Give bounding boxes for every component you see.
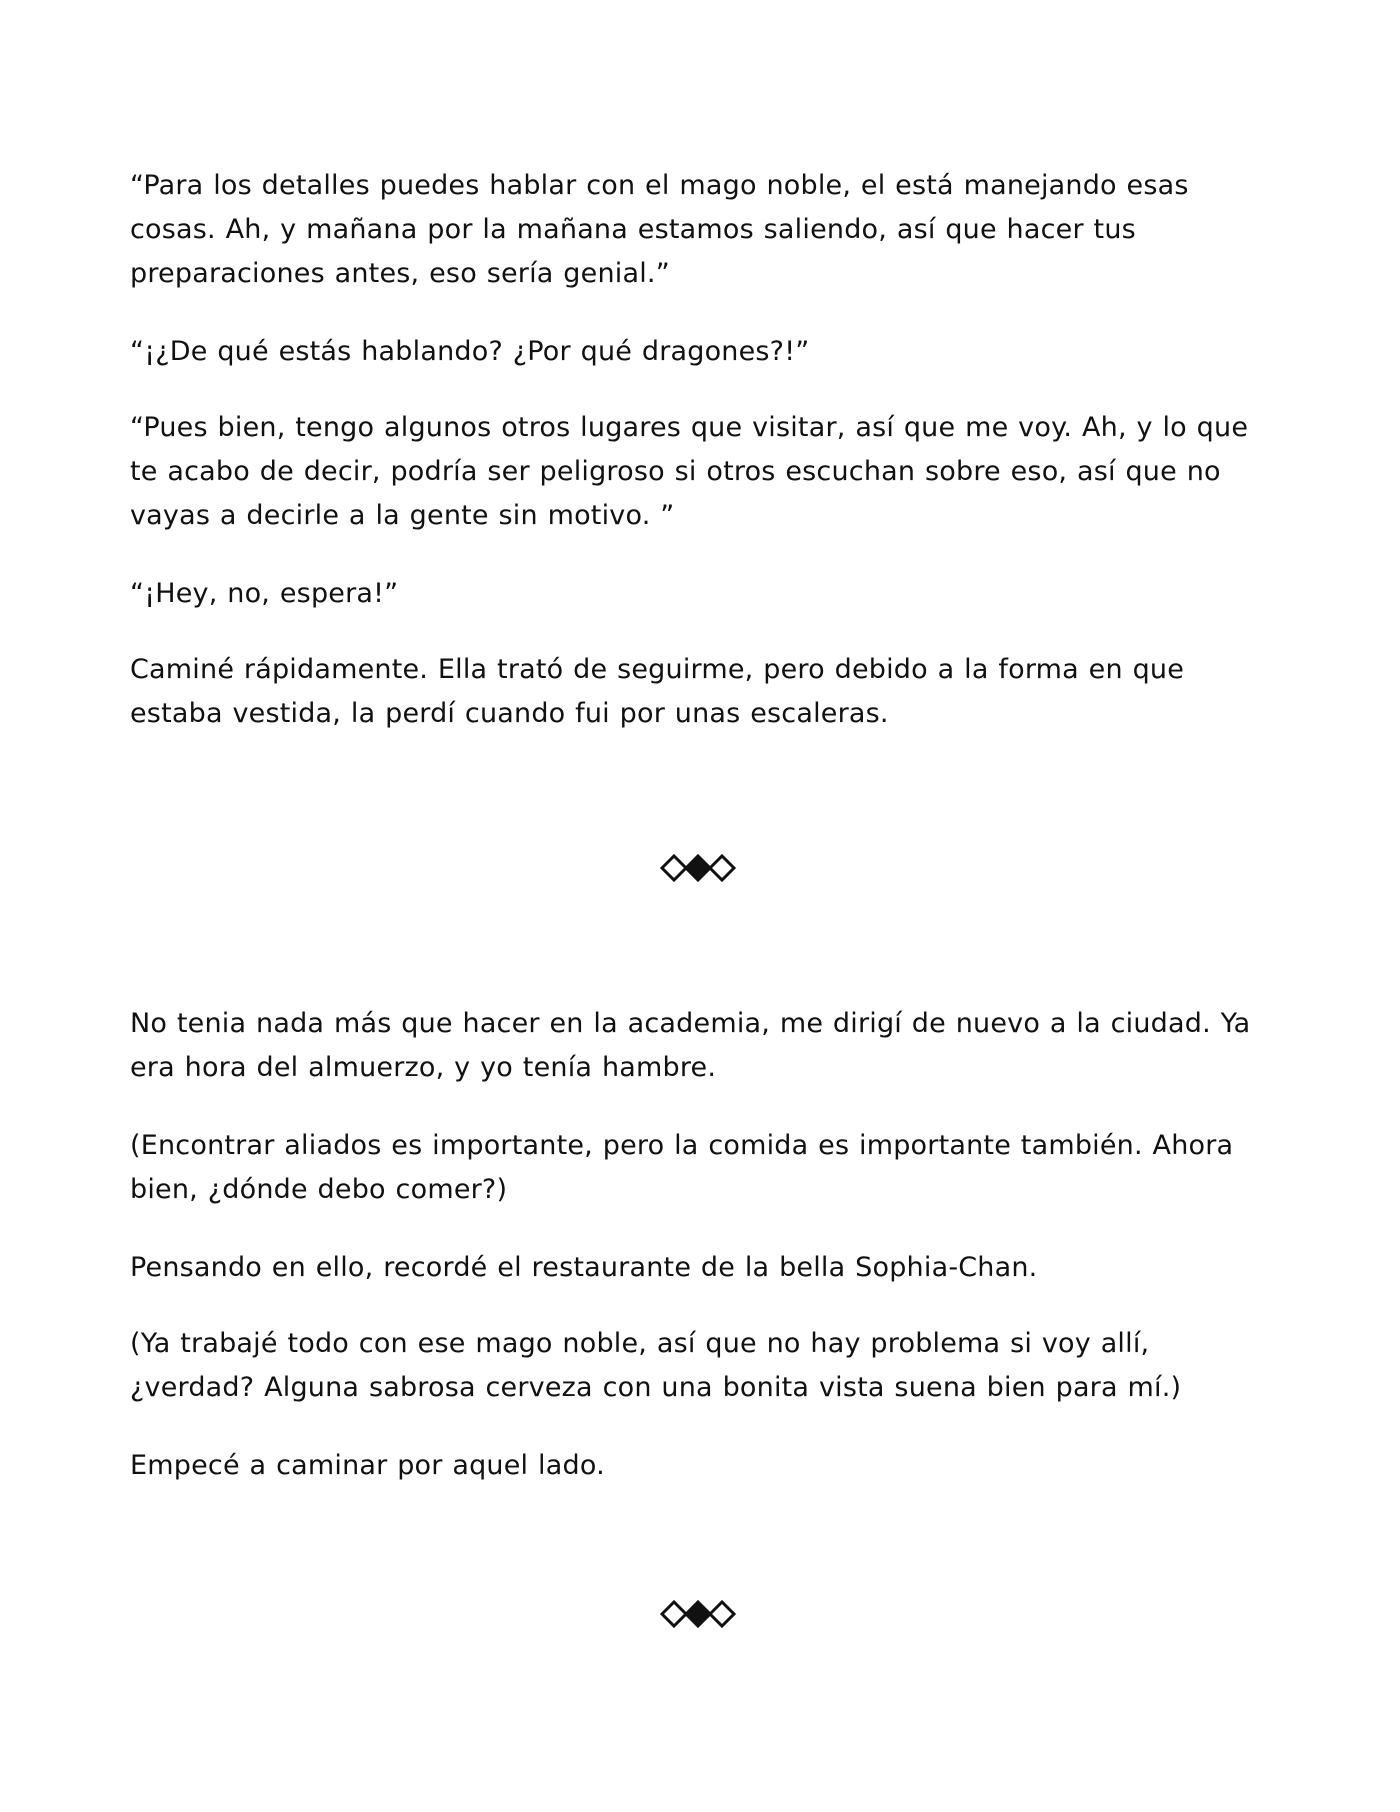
scene-break-diamonds-icon	[0, 848, 1400, 888]
paragraph-dialogue-details: “Para los detalles puedes hablar con el mago noble, el está manejando esas cosas. Ah, y mañana por la mañana estamos saliendo, así que hacer tus preparaciones antes, eso sería genial.”	[130, 170, 1189, 289]
paragraph-narration-restaurant: Pensando en ello, recordé el restaurante de la bella Sophia-Chan.	[130, 1252, 1038, 1283]
paragraph-thought-food: (Encontrar aliados es importante, pero la comida es importante también. Ahora bien, ¿dónde debo comer?)	[130, 1130, 1234, 1205]
paragraph-thought-beer: (Ya trabajé todo con ese mago noble, así que no hay problema si voy allí, ¿verdad? Alguna sabrosa cerveza con una bonita vista suena bien para mí.)	[130, 1328, 1182, 1403]
paragraph-dialogue-leaving: “Pues bien, tengo algunos otros lugares que visitar, así que me voy. Ah, y lo que te acabo de decir, podría ser peligroso si otros escuchan sobre eso, así que no vayas a decirle a la gente sin motivo. ”	[130, 412, 1249, 531]
paragraph-narration-walked: Caminé rápidamente. Ella trató de seguirme, pero debido a la forma en que estaba vestida, la perdí cuando fui por unas escaleras.	[130, 654, 1185, 729]
paragraph-dialogue-dragons: “¡¿De qué estás hablando? ¿Por qué dragones?!”	[130, 336, 810, 367]
paragraph-dialogue-wait: “¡Hey, no, espera!”	[130, 578, 399, 609]
paragraph-narration-academy: No tenia nada más que hacer en la academia, me dirigí de nuevo a la ciudad. Ya era hora del almuerzo, y yo tenía hambre.	[130, 1008, 1251, 1083]
paragraph-narration-started-walking: Empecé a caminar por aquel lado.	[130, 1450, 605, 1481]
scene-break-diamonds-icon	[0, 1594, 1400, 1634]
